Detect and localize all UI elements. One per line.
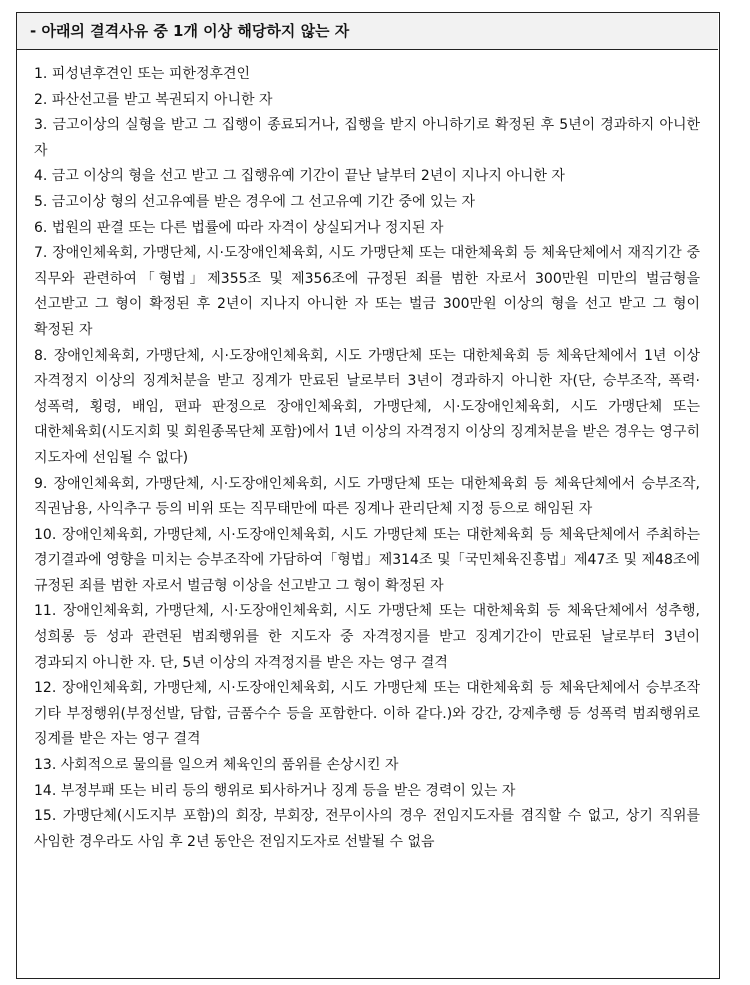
list-item: 11. 장애인체육회, 가맹단체, 시·도장애인체육회, 시도 가맹단체 또는 대한체육회 등 체육단체에서 성추행, 성희롱 등 성과 관련된 범죄행위를 한 지도자 중 자격정지를 받고 징계기간이 만료된 날로부터 3년이 경과되지 아니한 자. 단, 5년 이상의 자격정지를 받은 자는 영구 결격 xyxy=(34,603,700,671)
list-item: 15. 가맹단체(시도지부 포함)의 회장, 부회장, 전무이사의 경우 전임지도자를 겸직할 수 없고, 상기 직위를 사임한 경우라도 사임 후 2년 동안은 전임지도자로 선발될 수 없음 xyxy=(34,808,700,850)
list-item: 10. 장애인체육회, 가맹단체, 시·도장애인체육회, 시도 가맹단체 또는 대한체육회 등 체육단체에서 주최하는 경기결과에 영향을 미치는 승부조작에 가담하여「형법」제314조 및「국민체육진흥법」제47조 및 제48조에 규정된 죄를 범한 자로서 벌금형 이상을 선고받고 그 형이 확정된 자 xyxy=(34,526,700,594)
list-item: 6. 법원의 판결 또는 다른 법률에 따라 자격이 상실되거나 정지된 자 xyxy=(34,219,444,236)
list-item: 12. 장애인체육회, 가맹단체, 시·도장애인체육회, 시도 가맹단체 또는 대한체육회 등 체육단체에서 승부조작 기타 부정행위(부정선발, 담합, 금품수수 등을 포함한다. 이하 같다.)와 강간, 강제추행 등 성폭력 범죄행위로 징계를 받은 자는 영구 결격 xyxy=(34,680,700,748)
list-item: 9. 장애인체육회, 가맹단체, 시·도장애인체육회, 시도 가맹단체 또는 대한체육회 등 체육단체에서 승부조작, 직권남용, 사익추구 등의 비위 또는 직무태만에 따른 징계나 관리단체 지정 등으로 해임된 자 xyxy=(34,475,700,518)
list-item: 7. 장애인체육회, 가맹단체, 시·도장애인체육회, 시도 가맹단체 또는 대한체육회 등 체육단체에서 재직기간 중 직무와 관련하여「형법」제355조 및 제356조에 규정된 죄를 범한 자로서 300만원 미만의 벌금형을 선고받고 그 형이 확정된 후 2년이 지나지 아니한 자 또는 벌금 300만원 이상의 형을 선고 받고 그 형이 확정된 자 xyxy=(34,245,700,338)
list-item: 5. 금고이상 형의 선고유예를 받은 경우에 그 선고유예 기간 중에 있는 자 xyxy=(34,193,475,210)
disqualification-box xyxy=(16,12,720,979)
list-item: 2. 파산선고를 받고 복권되지 아니한 자 xyxy=(34,91,273,108)
list-item: 1. 피성년후견인 또는 피한정후견인 xyxy=(34,66,251,82)
list-item: 3. 금고이상의 실형을 받고 그 집행이 종료되거나, 집행을 받지 아니하기로 확정된 후 5년이 경과하지 아니한 자 xyxy=(34,117,700,159)
list-item: 4. 금고 이상의 형을 선고 받고 그 집행유예 기간이 끝난 날부터 2년이 지나지 아니한 자 xyxy=(34,168,565,185)
list-item: 8. 장애인체육회, 가맹단체, 시·도장애인체육회, 시도 가맹단체 또는 대한체육회 등 체육단체에서 1년 이상 자격정지 이상의 징계처분을 받고 징계가 만료된 날로부터 3년이 경과하지 아니한 자(단, 승부조작, 폭력·성폭력, 횡령, 배임, 편파 판정으로 장애인체육회, 가맹단체, 시·도장애인체육회, 시도 가맹단체 또는 대한체육회(시도지회 및 회원종목단체 포함)에서 1년 이상의 자격정지 이상의 징계처분을 받은 경우는 영구히 지도자에 선임될 수 없다) xyxy=(34,347,700,466)
section-header: - 아래의 결격사유 중 1개 이상 해당하지 않는 자 xyxy=(17,13,718,50)
disqualification-list xyxy=(17,62,718,855)
list-item: 13. 사회적으로 물의를 일으켜 체육인의 품위를 손상시킨 자 xyxy=(34,757,399,774)
list-item: 14. 부정부패 또는 비리 등의 행위로 퇴사하거나 징계 등을 받은 경력이 있는 자 xyxy=(34,782,516,799)
